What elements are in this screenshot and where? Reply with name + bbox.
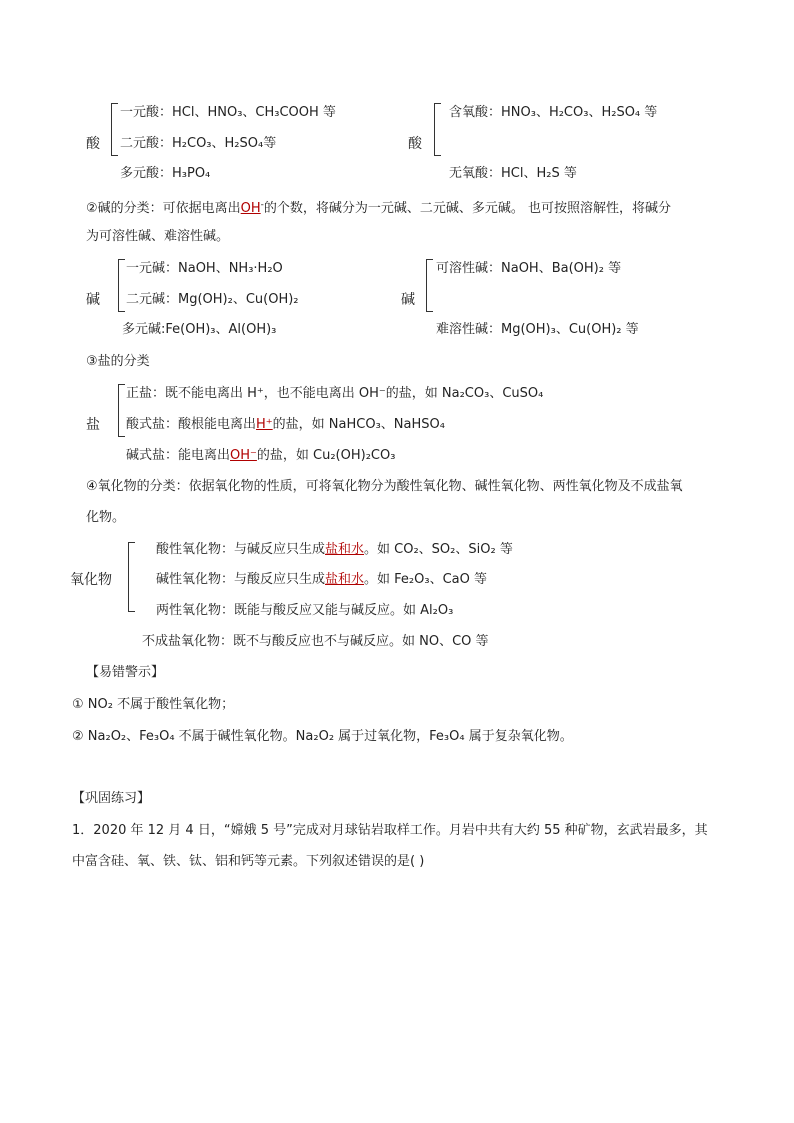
oxide-basic-post: 。如 Fe₂O₃、CaO 等	[364, 572, 487, 587]
oxide-label: 氧化物	[70, 572, 112, 588]
acid-nonoxy: 无氧酸：HCl、H₂S 等	[449, 166, 577, 181]
oxide-amph: 两性氧化物：既能与酸反应又能与碱反应。如 Al₂O₃	[156, 603, 454, 618]
salt-acid	[126, 417, 445, 433]
base-intro-line2: 为可溶性碱、难溶性碱。	[86, 229, 230, 244]
practice-q1-line2: 中富含硅、氧、铁、钛、铝和钙等元素。下列叙述错误的是( )	[72, 854, 425, 869]
salt-acid-post: 的盐，如 NaHCO₃、NaHSO₄	[272, 417, 445, 432]
salt-heading: ③盐的分类	[86, 354, 150, 369]
oxide-intro-line1: ④氧化物的分类：依据氧化物的性质，可将氧化物分为酸性氧化物、碱性氧化物、两性氧化物及不成盐氧	[86, 479, 683, 494]
base-intro-line1: ②碱的分类：可依据电离出OH-的个数，将碱分为一元碱、二元碱、多元碱。 也可按照溶解性，将碱分	[86, 200, 672, 216]
warning-item-1: ① NO₂ 不属于酸性氧化物；	[72, 697, 235, 712]
oxide-acidic	[156, 542, 513, 558]
base-intro-oh: OH	[240, 201, 261, 216]
oxide-basic	[156, 572, 487, 588]
base-soluble: 可溶性碱：NaOH、Ba(OH)₂ 等	[436, 261, 622, 276]
base-brace-right	[426, 259, 427, 312]
acid-brace-left	[111, 103, 112, 156]
acid-oxy: 含氧酸：HNO₃、H₂CO₃、H₂SO₄ 等	[449, 105, 658, 120]
salt-basic-oh: OH⁻	[230, 448, 257, 463]
acid-brace-right	[434, 103, 435, 156]
salt-acid-pre: 酸式盐：酸根能电离出	[126, 417, 257, 432]
base-di: 二元碱：Mg(OH)₂、Cu(OH)₂	[126, 292, 299, 307]
oxide-acidic-pre: 酸性氧化物：与碱反应只生成	[156, 542, 326, 557]
salt-brace	[118, 384, 119, 437]
warning-heading: 【易错警示】	[86, 665, 165, 680]
acid-label: 酸	[86, 136, 100, 152]
oxide-basic-pre: 碱性氧化物：与酸反应只生成	[156, 572, 326, 587]
salt-basic-post: 的盐，如 Cu₂(OH)₂CO₃	[256, 448, 396, 463]
salt-label: 盐	[86, 417, 100, 433]
base-label-2: 碱	[401, 292, 415, 308]
acid-mono: 一元酸：HCl、HNO₃、CH₃COOH 等	[120, 105, 336, 120]
salt-acid-h: H⁺	[256, 417, 273, 432]
base-insoluble: 难溶性碱：Mg(OH)₃、Cu(OH)₂ 等	[436, 322, 639, 337]
base-poly: 多元碱:Fe(OH)₃、Al(OH)₃	[122, 322, 277, 337]
oxide-nonsalt: 不成盐氧化物：既不与酸反应也不与碱反应。如 NO、CO 等	[142, 634, 489, 649]
base-intro-p2: 的个数，将碱分为一元碱、二元碱、多元碱。 也可按照溶解性，将碱分	[263, 201, 672, 216]
practice-q1-line1: 1．2020 年 12 月 4 日，“嫦娥 5 号”完成对月球钻岩取样工作。月岩中共有大约 55 种矿物，玄武岩最多，其	[72, 823, 708, 838]
warning-item-2: ② Na₂O₂、Fe₃O₄ 不属于碱性氧化物。Na₂O₂ 属于过氧化物，Fe₃O₄ 属于复杂氧化物。	[72, 729, 573, 744]
base-mono: 一元碱：NaOH、NH₃·H₂O	[126, 261, 283, 276]
salt-basic-pre: 碱式盐：能电离出	[126, 448, 231, 463]
oxide-basic-red: 盐和水	[325, 572, 365, 587]
acid-poly: 多元酸：H₃PO₄	[120, 166, 211, 181]
base-brace-left	[118, 259, 119, 312]
base-label: 碱	[86, 292, 100, 308]
salt-basic	[126, 448, 395, 464]
oxide-acidic-post: 。如 CO₂、SO₂、SiO₂ 等	[364, 542, 513, 557]
acid-di: 二元酸：H₂CO₃、H₂SO₄等	[120, 136, 277, 151]
acid-label-2: 酸	[408, 136, 422, 152]
oxide-acidic-red: 盐和水	[325, 542, 365, 557]
salt-normal: 正盐：既不能电离出 H⁺，也不能电离出 OH⁻的盐，如 Na₂CO₃、CuSO₄	[126, 386, 544, 401]
oxide-brace	[128, 542, 129, 612]
oxide-intro-line2: 化物。	[86, 510, 126, 525]
base-intro-p1: ②碱的分类：可依据电离出	[86, 201, 241, 216]
practice-heading: 【巩固练习】	[72, 791, 151, 806]
